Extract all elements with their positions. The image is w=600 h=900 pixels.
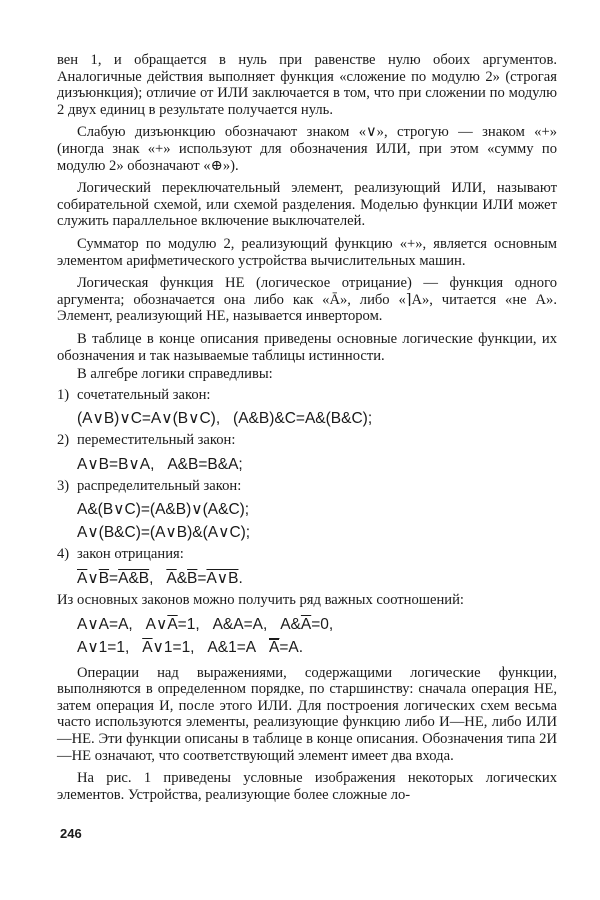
formula: A∨1=1, $\overline{A}\vee 1=1$, A&1=A A=A. bbox=[77, 638, 304, 656]
law-number: 1) bbox=[57, 386, 70, 403]
formula: $\overline{A}\vee\overline{B}=A\&B$, $\overline{A}\&\overline{B}=A\vee B$. bbox=[77, 570, 243, 588]
paragraph: В алгебре логики справедливы: bbox=[77, 366, 273, 383]
law-title: сочетательный закон: bbox=[77, 386, 211, 403]
formula: (A∨B)∨C=A∨(B∨C), (A&B)&C=A&(B&C); bbox=[77, 410, 373, 428]
page-body bbox=[57, 52, 557, 803]
paragraph: Логическая функция НЕ (логическое отрицание) — функция одного аргумента; обозначается она либо как «Ā», либо «⌉A», читается «не А». Элемент, реализующий НЕ, называется инвертором. bbox=[57, 275, 557, 325]
paragraph: Операции над выражениями, содержащими логические функции, выполняются в определенном порядке, по старшинству: сначала операция НЕ, затем операция И, после этого ИЛИ. Для построения логических схем весьма часто используются элементы, реализующие функцию либо И—НЕ, либо ИЛИ—НЕ. Эти функции описаны в таблице в конце описания. Обозначения типа 2И—НЕ означают, что соответствующий элемент имеет два входа. bbox=[57, 664, 557, 764]
law-number: 2) bbox=[57, 432, 70, 449]
law-item bbox=[57, 546, 557, 563]
paragraph: На рис. 1 приведены условные изображения некоторых логических элементов. Устройства, реализующие более сложные ло- bbox=[57, 770, 557, 803]
paragraph: Слабую дизъюнкцию обозначают знаком «∨», строгую — знаком «+» (иногда знак «+» используют для обозначения ИЛИ, при этом «сумму по модулю 2» обозначают «⊕»). bbox=[57, 124, 557, 174]
law-title: закон отрицания: bbox=[77, 546, 184, 563]
law-number: 3) bbox=[57, 477, 70, 494]
law-item bbox=[57, 432, 557, 449]
paragraph: Сумматор по модулю 2, реализующий функцию «+», является основным элементом арифметического устройства вычислительных машин. bbox=[57, 235, 557, 269]
law-item bbox=[57, 387, 557, 404]
formula: A∨(B&C)=(A∨B)&(A∨C); bbox=[77, 524, 251, 542]
law-title: распределительный закон: bbox=[77, 477, 242, 494]
paragraph: Из основных законов можно получить ряд важных соотношений: bbox=[57, 592, 464, 609]
law-number: 4) bbox=[57, 546, 70, 563]
paragraph: Логический переключательный элемент, реализующий ИЛИ, называют собирательной схемой, или схемой разделения. Моделью функции ИЛИ может служить параллельное включение выключателей. bbox=[57, 180, 557, 230]
page-number: 246 bbox=[60, 826, 82, 841]
formula: A∨B=B∨A, A&B=B&A; bbox=[77, 455, 243, 473]
paragraph: вен 1, и обращается в нуль при равенстве нулю обоих аргументов. Аналогичные действия выполняет функция «сложение по модулю 2» (строгая дизъюнкция); отличие от ИЛИ заключается в том, что при сложении по модулю 2 двух единиц в результате получается нуль. bbox=[57, 52, 557, 118]
formula: A∨A=A, $A\vee\overline{A}=1$, A&A=A, $A\&\overline{A}=0$, bbox=[77, 615, 334, 633]
formula: A&(B∨C)=(A&B)∨(A&C); bbox=[77, 501, 250, 519]
paragraph: В таблице в конце описания приведены основные логические функции, их обозначения и так называемые таблицы истинности. bbox=[57, 330, 557, 364]
law-title: переместительный закон: bbox=[77, 432, 236, 449]
law-item bbox=[57, 478, 557, 495]
